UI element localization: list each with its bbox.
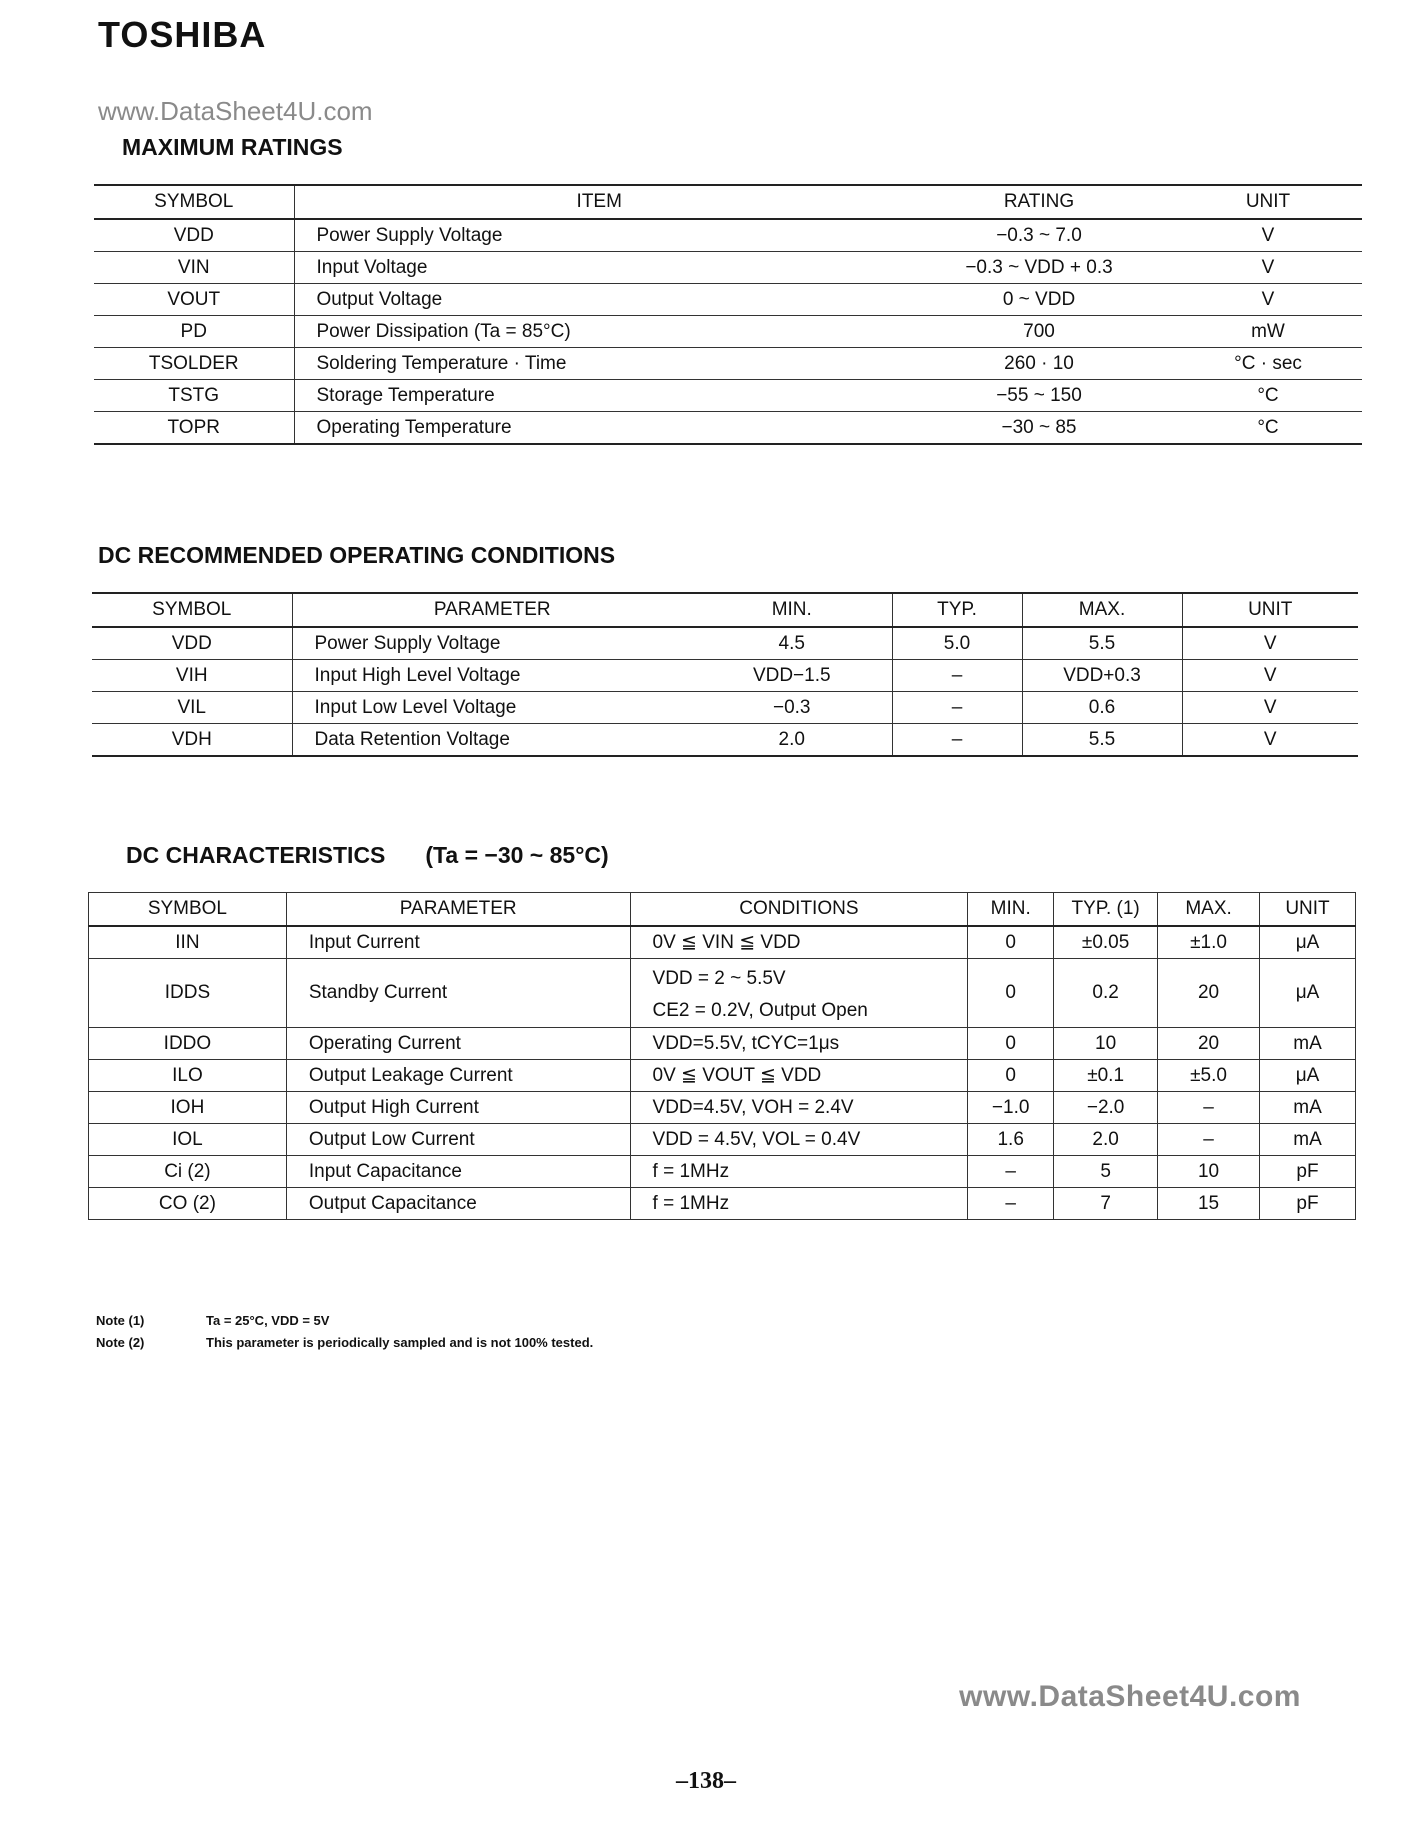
parameter-cell: Output Low Current: [286, 1124, 630, 1156]
col-unit: UNIT: [1182, 593, 1358, 627]
watermark-bottom: www.DataSheet4U.com: [959, 1680, 1301, 1713]
col-symbol: SYMBOL: [94, 185, 294, 219]
typ-cell: 2.0: [1054, 1124, 1158, 1156]
table-row: [89, 1188, 1356, 1220]
note-line: [96, 1332, 593, 1354]
min-cell: 1.6: [968, 1124, 1054, 1156]
max-cell: 20: [1158, 1028, 1260, 1060]
item-cell: Soldering Temperature · Time: [294, 348, 904, 380]
unit-cell: μA: [1260, 1060, 1356, 1092]
dc-char-title-block: [126, 842, 609, 869]
unit-cell: V: [1182, 692, 1358, 724]
min-cell: −0.3: [692, 692, 892, 724]
col-typ: TYP.: [892, 593, 1022, 627]
table-header-row: [89, 893, 1356, 927]
col-typ: TYP. (1): [1054, 893, 1158, 927]
parameter-cell: Output High Current: [286, 1092, 630, 1124]
typ-cell: 0.2: [1054, 959, 1158, 1028]
max-cell: ±1.0: [1158, 926, 1260, 959]
unit-cell: μA: [1260, 959, 1356, 1028]
unit-cell: V: [1174, 284, 1362, 316]
typ-cell: –: [892, 692, 1022, 724]
watermark-top: www.DataSheet4U.com: [98, 96, 373, 126]
symbol-cell: TOPR: [94, 412, 294, 445]
table-row: [94, 412, 1362, 445]
typ-cell: –: [892, 660, 1022, 692]
unit-cell: V: [1174, 252, 1362, 284]
note-text: This parameter is periodically sampled and is not 100% tested.: [206, 1335, 594, 1350]
parameter-cell: Power Supply Voltage: [292, 627, 692, 660]
item-cell: Storage Temperature: [294, 380, 904, 412]
unit-cell: mA: [1260, 1092, 1356, 1124]
conditions-cell: 0V ≦ VIN ≦ VDD: [630, 926, 968, 959]
unit-cell: V: [1182, 627, 1358, 660]
min-cell: 4.5: [692, 627, 892, 660]
max-ratings-title: MAXIMUM RATINGS: [122, 134, 343, 160]
col-unit: UNIT: [1260, 893, 1356, 927]
symbol-cell: VIN: [94, 252, 294, 284]
symbol-cell: IDDO: [89, 1028, 287, 1060]
rating-cell: 0 ~ VDD: [904, 284, 1174, 316]
min-cell: −1.0: [968, 1092, 1054, 1124]
conditions-line: CE2 = 0.2V, Output Open: [652, 1000, 868, 1021]
max-cell: 5.5: [1022, 627, 1182, 660]
conditions-cell: [630, 959, 968, 1028]
col-symbol: SYMBOL: [92, 593, 292, 627]
dc-char-title: DC CHARACTERISTICS: [126, 842, 386, 868]
table-row: [89, 926, 1356, 959]
unit-cell: °C · sec: [1174, 348, 1362, 380]
symbol-cell: IOH: [89, 1092, 287, 1124]
item-cell: Power Dissipation (Ta = 85°C): [294, 316, 904, 348]
parameter-cell: Input Current: [286, 926, 630, 959]
unit-cell: V: [1174, 219, 1362, 252]
item-cell: Output Voltage: [294, 284, 904, 316]
table-row: [89, 959, 1356, 1028]
brand-logo: TOSHIBA: [98, 14, 267, 55]
rating-cell: 260 · 10: [904, 348, 1174, 380]
unit-cell: pF: [1260, 1188, 1356, 1220]
table-row: [92, 692, 1358, 724]
min-cell: –: [968, 1156, 1054, 1188]
col-parameter: PARAMETER: [286, 893, 630, 927]
table-row: [94, 380, 1362, 412]
min-cell: 0: [968, 1028, 1054, 1060]
unit-cell: μA: [1260, 926, 1356, 959]
min-cell: 2.0: [692, 724, 892, 757]
unit-cell: mA: [1260, 1028, 1356, 1060]
symbol-cell: PD: [94, 316, 294, 348]
unit-cell: mW: [1174, 316, 1362, 348]
symbol-cell: VOUT: [94, 284, 294, 316]
col-item: ITEM: [294, 185, 904, 219]
note-text: Ta = 25°C, VDD = 5V: [206, 1313, 330, 1328]
parameter-cell: Input Low Level Voltage: [292, 692, 692, 724]
min-cell: 0: [968, 1060, 1054, 1092]
symbol-cell: ILO: [89, 1060, 287, 1092]
table-row: [89, 1092, 1356, 1124]
conditions-cell: 0V ≦ VOUT ≦ VDD: [630, 1060, 968, 1092]
col-max: MAX.: [1158, 893, 1260, 927]
max-cell: VDD+0.3: [1022, 660, 1182, 692]
rating-cell: −55 ~ 150: [904, 380, 1174, 412]
typ-cell: −2.0: [1054, 1092, 1158, 1124]
col-parameter: PARAMETER: [292, 593, 692, 627]
symbol-cell: Ci (2): [89, 1156, 287, 1188]
conditions-cell: f = 1MHz: [630, 1188, 968, 1220]
table-row: [89, 1156, 1356, 1188]
dc-rec-table: [92, 592, 1358, 757]
parameter-cell: Operating Current: [286, 1028, 630, 1060]
dc-rec-title: DC RECOMMENDED OPERATING CONDITIONS: [98, 542, 616, 568]
table-row: [94, 219, 1362, 252]
max-cell: 0.6: [1022, 692, 1182, 724]
conditions-cell: VDD = 4.5V, VOL = 0.4V: [630, 1124, 968, 1156]
col-max: MAX.: [1022, 593, 1182, 627]
col-rating: RATING: [904, 185, 1174, 219]
unit-cell: pF: [1260, 1156, 1356, 1188]
unit-cell: °C: [1174, 412, 1362, 445]
symbol-cell: CO (2): [89, 1188, 287, 1220]
symbol-cell: VIL: [92, 692, 292, 724]
symbol-cell: IDDS: [89, 959, 287, 1028]
table-row: [94, 316, 1362, 348]
unit-cell: V: [1182, 724, 1358, 757]
symbol-cell: VDD: [92, 627, 292, 660]
conditions-cell: f = 1MHz: [630, 1156, 968, 1188]
symbol-cell: IIN: [89, 926, 287, 959]
symbol-cell: VIH: [92, 660, 292, 692]
col-conditions: CONDITIONS: [630, 893, 968, 927]
min-cell: 0: [968, 959, 1054, 1028]
typ-cell: 5: [1054, 1156, 1158, 1188]
typ-cell: 7: [1054, 1188, 1158, 1220]
conditions-cell: VDD=4.5V, VOH = 2.4V: [630, 1092, 968, 1124]
parameter-cell: Input High Level Voltage: [292, 660, 692, 692]
symbol-cell: TSOLDER: [94, 348, 294, 380]
note-label: Note (2): [96, 1335, 145, 1350]
rating-cell: −30 ~ 85: [904, 412, 1174, 445]
notes: [96, 1310, 593, 1354]
unit-cell: V: [1182, 660, 1358, 692]
max-cell: –: [1158, 1124, 1260, 1156]
col-min: MIN.: [692, 593, 892, 627]
note-label: Note (1): [96, 1313, 145, 1328]
table-row: [89, 1028, 1356, 1060]
col-unit: UNIT: [1174, 185, 1362, 219]
table-row: [94, 252, 1362, 284]
rating-cell: −0.3 ~ VDD + 0.3: [904, 252, 1174, 284]
table-row: [92, 660, 1358, 692]
rating-cell: −0.3 ~ 7.0: [904, 219, 1174, 252]
max-cell: –: [1158, 1092, 1260, 1124]
min-cell: VDD−1.5: [692, 660, 892, 692]
symbol-cell: VDH: [92, 724, 292, 757]
typ-cell: –: [892, 724, 1022, 757]
min-cell: –: [968, 1188, 1054, 1220]
symbol-cell: VDD: [94, 219, 294, 252]
conditions-cell: VDD=5.5V, tCYC=1μs: [630, 1028, 968, 1060]
table-header-row: [94, 185, 1362, 219]
parameter-cell: Output Capacitance: [286, 1188, 630, 1220]
unit-cell: °C: [1174, 380, 1362, 412]
max-cell: 15: [1158, 1188, 1260, 1220]
unit-cell: mA: [1260, 1124, 1356, 1156]
symbol-cell: IOL: [89, 1124, 287, 1156]
parameter-cell: Output Leakage Current: [286, 1060, 630, 1092]
typ-cell: 5.0: [892, 627, 1022, 660]
max-ratings-table: [94, 184, 1362, 445]
typ-cell: 10: [1054, 1028, 1158, 1060]
dc-char-condition: (Ta = −30 ~ 85°C): [425, 842, 609, 868]
symbol-cell: TSTG: [94, 380, 294, 412]
table-row: [89, 1060, 1356, 1092]
max-cell: 10: [1158, 1156, 1260, 1188]
parameter-cell: Standby Current: [286, 959, 630, 1028]
max-cell: 5.5: [1022, 724, 1182, 757]
note-line: [96, 1310, 593, 1332]
col-min: MIN.: [968, 893, 1054, 927]
typ-cell: ±0.1: [1054, 1060, 1158, 1092]
item-cell: Input Voltage: [294, 252, 904, 284]
max-cell: ±5.0: [1158, 1060, 1260, 1092]
table-row: [92, 627, 1358, 660]
page-number: –138–: [676, 1768, 736, 1794]
item-cell: Power Supply Voltage: [294, 219, 904, 252]
table-row: [94, 348, 1362, 380]
conditions-line: VDD = 2 ~ 5.5V: [652, 968, 786, 989]
parameter-cell: Input Capacitance: [286, 1156, 630, 1188]
typ-cell: ±0.05: [1054, 926, 1158, 959]
item-cell: Operating Temperature: [294, 412, 904, 445]
col-symbol: SYMBOL: [89, 893, 287, 927]
table-row: [89, 1124, 1356, 1156]
table-row: [92, 724, 1358, 757]
dc-char-table: [88, 892, 1356, 1220]
parameter-cell: Data Retention Voltage: [292, 724, 692, 757]
table-row: [94, 284, 1362, 316]
table-header-row: [92, 593, 1358, 627]
min-cell: 0: [968, 926, 1054, 959]
max-cell: 20: [1158, 959, 1260, 1028]
rating-cell: 700: [904, 316, 1174, 348]
